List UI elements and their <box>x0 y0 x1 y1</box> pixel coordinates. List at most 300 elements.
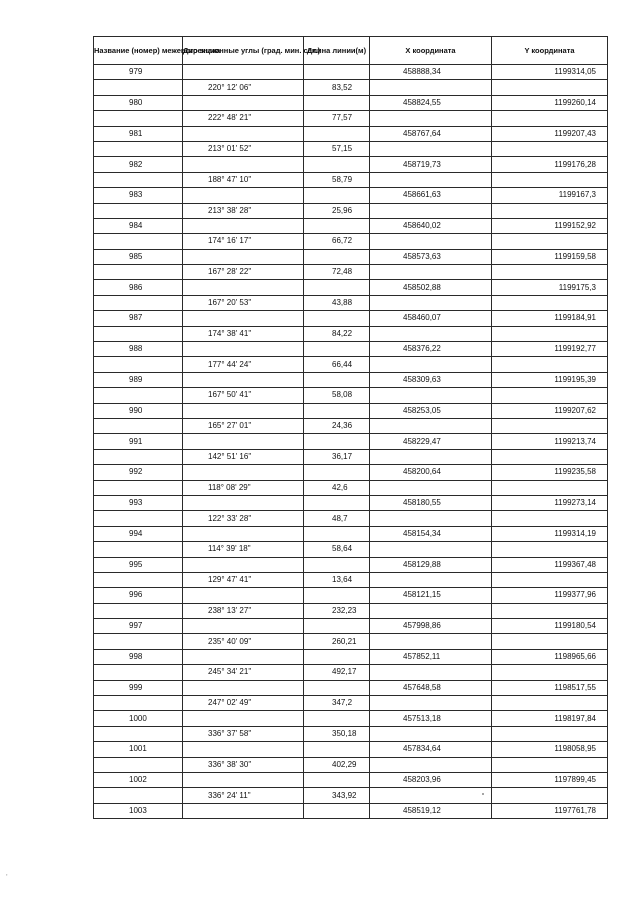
y-coordinate: 1199314,19 <box>492 526 608 541</box>
line-length: 66,44 <box>304 357 370 372</box>
direction-angle: 245° 34' 21" <box>183 665 304 680</box>
point-name: 980 <box>94 95 183 110</box>
empty-cell <box>94 234 183 249</box>
empty-cell <box>370 234 492 249</box>
empty-cell <box>370 357 492 372</box>
empty-cell <box>183 619 304 634</box>
x-coordinate: 458661,63 <box>370 188 492 203</box>
direction-angle: 174° 38' 41" <box>183 326 304 341</box>
empty-cell <box>370 295 492 310</box>
line-row <box>94 234 608 249</box>
point-row <box>94 742 608 757</box>
line-length: 36,17 <box>304 449 370 464</box>
empty-cell <box>183 588 304 603</box>
point-row <box>94 649 608 664</box>
empty-cell <box>370 696 492 711</box>
empty-cell <box>370 326 492 341</box>
line-length: 232,23 <box>304 603 370 618</box>
y-coordinate: 1199273,14 <box>492 495 608 510</box>
empty-cell <box>304 126 370 141</box>
y-coordinate: 1199235,58 <box>492 465 608 480</box>
y-coordinate: 1199314,05 <box>492 65 608 80</box>
x-coordinate: 458154,34 <box>370 526 492 541</box>
x-coordinate: 458640,02 <box>370 218 492 233</box>
empty-cell <box>370 265 492 280</box>
point-row <box>94 157 608 172</box>
direction-angle: 213° 01' 52" <box>183 141 304 156</box>
empty-cell <box>94 357 183 372</box>
line-row <box>94 634 608 649</box>
line-row <box>94 757 608 772</box>
x-coordinate: 458203,96 <box>370 772 492 787</box>
header-point-name: Название (номер) межевого знака <box>94 37 183 65</box>
line-length: 58,79 <box>304 172 370 187</box>
line-row <box>94 295 608 310</box>
empty-cell <box>183 680 304 695</box>
y-coordinate: 1199167,3 <box>492 188 608 203</box>
empty-cell <box>94 572 183 587</box>
point-name: 1002 <box>94 772 183 787</box>
y-coordinate: 1199175,3 <box>492 280 608 295</box>
x-coordinate: 458460,07 <box>370 311 492 326</box>
point-row <box>94 342 608 357</box>
direction-angle: 118° 08' 29" <box>183 480 304 495</box>
x-coordinate: 458200,64 <box>370 465 492 480</box>
empty-cell <box>492 788 608 803</box>
y-coordinate: 1199260,14 <box>492 95 608 110</box>
x-coordinate: 458573,63 <box>370 249 492 264</box>
empty-cell <box>492 234 608 249</box>
line-length: 260,21 <box>304 634 370 649</box>
x-coordinate: 458719,73 <box>370 157 492 172</box>
empty-cell <box>304 465 370 480</box>
point-name: 979 <box>94 65 183 80</box>
empty-cell <box>183 311 304 326</box>
empty-cell <box>370 480 492 495</box>
x-coordinate: 457648,58 <box>370 680 492 695</box>
empty-cell <box>370 542 492 557</box>
y-coordinate: 1198058,95 <box>492 742 608 757</box>
empty-cell <box>492 111 608 126</box>
empty-cell <box>183 126 304 141</box>
line-row <box>94 388 608 403</box>
direction-angle: 165° 27' 01" <box>183 418 304 433</box>
point-name: 1001 <box>94 742 183 757</box>
y-coordinate: 1199195,39 <box>492 372 608 387</box>
empty-cell <box>492 449 608 464</box>
empty-cell <box>492 665 608 680</box>
scan-dot <box>482 793 484 795</box>
empty-cell <box>94 326 183 341</box>
empty-cell <box>304 188 370 203</box>
x-coordinate: 458121,15 <box>370 588 492 603</box>
point-name: 996 <box>94 588 183 603</box>
point-name: 1003 <box>94 803 183 818</box>
direction-angle: 114° 39' 18" <box>183 542 304 557</box>
line-length: 350,18 <box>304 726 370 741</box>
point-name: 997 <box>94 619 183 634</box>
point-name: 987 <box>94 311 183 326</box>
empty-cell <box>183 742 304 757</box>
line-length: 43,88 <box>304 295 370 310</box>
y-coordinate: 1199207,62 <box>492 403 608 418</box>
line-row <box>94 172 608 187</box>
line-row <box>94 480 608 495</box>
direction-angle: 122° 33' 28" <box>183 511 304 526</box>
empty-cell <box>492 757 608 772</box>
line-length: 492,17 <box>304 665 370 680</box>
empty-cell <box>492 265 608 280</box>
line-row <box>94 357 608 372</box>
line-row <box>94 418 608 433</box>
line-row <box>94 696 608 711</box>
empty-cell <box>94 295 183 310</box>
empty-cell <box>94 141 183 156</box>
empty-cell <box>94 418 183 433</box>
point-name: 1000 <box>94 711 183 726</box>
table-body <box>94 65 608 819</box>
point-row <box>94 588 608 603</box>
boundary-coordinates-sheet <box>93 36 607 819</box>
empty-cell <box>492 326 608 341</box>
line-length: 347,2 <box>304 696 370 711</box>
empty-cell <box>304 803 370 818</box>
empty-cell <box>370 418 492 433</box>
empty-cell <box>94 172 183 187</box>
line-length: 72,48 <box>304 265 370 280</box>
empty-cell <box>183 711 304 726</box>
point-row <box>94 218 608 233</box>
empty-cell <box>304 742 370 757</box>
empty-cell <box>183 557 304 572</box>
direction-angle: 247° 02' 49" <box>183 696 304 711</box>
point-name: 994 <box>94 526 183 541</box>
point-row <box>94 526 608 541</box>
empty-cell <box>492 172 608 187</box>
x-coordinate: 457852,11 <box>370 649 492 664</box>
empty-cell <box>304 649 370 664</box>
point-row <box>94 711 608 726</box>
point-row <box>94 772 608 787</box>
empty-cell <box>94 388 183 403</box>
empty-cell <box>183 157 304 172</box>
empty-cell <box>94 696 183 711</box>
point-name: 995 <box>94 557 183 572</box>
header-direction-angle: Дирекционные углы (град. мин. сек.) <box>183 37 304 65</box>
point-row <box>94 803 608 818</box>
empty-cell <box>304 372 370 387</box>
empty-cell <box>492 511 608 526</box>
point-row <box>94 188 608 203</box>
empty-cell <box>183 65 304 80</box>
empty-cell <box>492 603 608 618</box>
point-row <box>94 249 608 264</box>
empty-cell <box>183 526 304 541</box>
line-length: 66,72 <box>304 234 370 249</box>
empty-cell <box>183 249 304 264</box>
empty-cell <box>94 542 183 557</box>
empty-cell <box>370 757 492 772</box>
empty-cell <box>183 95 304 110</box>
empty-cell <box>370 449 492 464</box>
y-coordinate: 1198197,84 <box>492 711 608 726</box>
empty-cell <box>94 603 183 618</box>
y-coordinate: 1198517,55 <box>492 680 608 695</box>
x-coordinate: 457998,86 <box>370 619 492 634</box>
line-row <box>94 449 608 464</box>
empty-cell <box>492 634 608 649</box>
y-coordinate: 1199159,58 <box>492 249 608 264</box>
empty-cell <box>304 772 370 787</box>
point-row <box>94 372 608 387</box>
empty-cell <box>94 111 183 126</box>
line-length: 57,15 <box>304 141 370 156</box>
empty-cell <box>304 65 370 80</box>
empty-cell <box>183 434 304 449</box>
point-name: 993 <box>94 495 183 510</box>
empty-cell <box>304 711 370 726</box>
line-length: 24,36 <box>304 418 370 433</box>
point-row <box>94 126 608 141</box>
empty-cell <box>304 526 370 541</box>
empty-cell <box>492 696 608 711</box>
empty-cell <box>183 465 304 480</box>
x-coordinate: 458309,63 <box>370 372 492 387</box>
empty-cell <box>94 726 183 741</box>
empty-cell <box>94 665 183 680</box>
empty-cell <box>183 342 304 357</box>
point-name: 984 <box>94 218 183 233</box>
direction-angle: 167° 20' 53" <box>183 295 304 310</box>
point-row <box>94 680 608 695</box>
empty-cell <box>94 511 183 526</box>
line-length: 402,29 <box>304 757 370 772</box>
point-row <box>94 557 608 572</box>
header-line-length: Длина линии(м) <box>304 37 370 65</box>
direction-angle: 336° 37' 58" <box>183 726 304 741</box>
y-coordinate: 1198965,66 <box>492 649 608 664</box>
empty-cell <box>183 218 304 233</box>
x-coordinate: 458180,55 <box>370 495 492 510</box>
point-name: 991 <box>94 434 183 449</box>
empty-cell <box>94 480 183 495</box>
point-name: 982 <box>94 157 183 172</box>
point-row <box>94 495 608 510</box>
empty-cell <box>304 157 370 172</box>
point-name: 999 <box>94 680 183 695</box>
empty-cell <box>492 141 608 156</box>
empty-cell <box>370 172 492 187</box>
point-row <box>94 65 608 80</box>
point-row <box>94 95 608 110</box>
y-coordinate: 1197761,78 <box>492 803 608 818</box>
empty-cell <box>370 511 492 526</box>
y-coordinate: 1199184,91 <box>492 311 608 326</box>
line-row <box>94 788 608 803</box>
point-row <box>94 619 608 634</box>
y-coordinate: 1199207,43 <box>492 126 608 141</box>
empty-cell <box>370 111 492 126</box>
x-coordinate: 458229,47 <box>370 434 492 449</box>
empty-cell <box>304 249 370 264</box>
empty-cell <box>492 388 608 403</box>
y-coordinate: 1199377,96 <box>492 588 608 603</box>
point-name: 981 <box>94 126 183 141</box>
line-row <box>94 203 608 218</box>
point-row <box>94 434 608 449</box>
direction-angle: 238° 13' 27" <box>183 603 304 618</box>
line-length: 84,22 <box>304 326 370 341</box>
x-coordinate: 458888,34 <box>370 65 492 80</box>
empty-cell <box>492 572 608 587</box>
empty-cell <box>304 311 370 326</box>
line-length: 83,52 <box>304 80 370 95</box>
empty-cell <box>183 803 304 818</box>
point-row <box>94 403 608 418</box>
empty-cell <box>370 788 492 803</box>
point-name: 985 <box>94 249 183 264</box>
empty-cell <box>304 95 370 110</box>
empty-cell <box>304 495 370 510</box>
line-length: 48,7 <box>304 511 370 526</box>
line-row <box>94 511 608 526</box>
point-name: 998 <box>94 649 183 664</box>
empty-cell <box>492 80 608 95</box>
x-coordinate: 457513,18 <box>370 711 492 726</box>
direction-angle: 177° 44' 24" <box>183 357 304 372</box>
line-row <box>94 326 608 341</box>
empty-cell <box>183 495 304 510</box>
empty-cell <box>183 772 304 787</box>
y-coordinate: 1199152,92 <box>492 218 608 233</box>
line-length: 343,92 <box>304 788 370 803</box>
point-row <box>94 280 608 295</box>
empty-cell <box>492 295 608 310</box>
line-length: 42,6 <box>304 480 370 495</box>
empty-cell <box>304 434 370 449</box>
point-row <box>94 311 608 326</box>
header-y-coordinate: Y координата <box>492 37 608 65</box>
y-coordinate: 1199176,28 <box>492 157 608 172</box>
x-coordinate: 458502,88 <box>370 280 492 295</box>
empty-cell <box>183 188 304 203</box>
empty-cell <box>94 757 183 772</box>
line-length: 13,64 <box>304 572 370 587</box>
direction-angle: 174° 16' 17" <box>183 234 304 249</box>
point-row <box>94 465 608 480</box>
x-coordinate: 457834,64 <box>370 742 492 757</box>
empty-cell <box>492 203 608 218</box>
table-header-row <box>94 37 608 65</box>
empty-cell <box>370 603 492 618</box>
y-coordinate: 1199192,77 <box>492 342 608 357</box>
point-name: 986 <box>94 280 183 295</box>
direction-angle: 336° 38' 30" <box>183 757 304 772</box>
direction-angle: 222° 48' 21" <box>183 111 304 126</box>
line-row <box>94 572 608 587</box>
empty-cell <box>492 418 608 433</box>
direction-angle: 167° 28' 22" <box>183 265 304 280</box>
line-row <box>94 265 608 280</box>
direction-angle: 167° 50' 41" <box>183 388 304 403</box>
point-name: 988 <box>94 342 183 357</box>
empty-cell <box>183 372 304 387</box>
empty-cell <box>492 542 608 557</box>
point-name: 992 <box>94 465 183 480</box>
empty-cell <box>370 572 492 587</box>
empty-cell <box>94 788 183 803</box>
line-length: 77,57 <box>304 111 370 126</box>
empty-cell <box>370 80 492 95</box>
empty-cell <box>304 680 370 695</box>
empty-cell <box>304 218 370 233</box>
direction-angle: 220° 12' 06" <box>183 80 304 95</box>
direction-angle: 235° 40' 09" <box>183 634 304 649</box>
empty-cell <box>94 203 183 218</box>
y-coordinate: 1199213,74 <box>492 434 608 449</box>
line-length: 58,08 <box>304 388 370 403</box>
scan-mark: , <box>6 871 8 877</box>
y-coordinate: 1199180,54 <box>492 619 608 634</box>
x-coordinate: 458767,64 <box>370 126 492 141</box>
y-coordinate: 1199367,48 <box>492 557 608 572</box>
empty-cell <box>370 141 492 156</box>
empty-cell <box>183 649 304 664</box>
empty-cell <box>304 403 370 418</box>
empty-cell <box>370 203 492 218</box>
empty-cell <box>304 342 370 357</box>
empty-cell <box>94 449 183 464</box>
empty-cell <box>94 265 183 280</box>
empty-cell <box>370 388 492 403</box>
line-row <box>94 665 608 680</box>
empty-cell <box>304 557 370 572</box>
point-name: 983 <box>94 188 183 203</box>
empty-cell <box>370 665 492 680</box>
empty-cell <box>370 726 492 741</box>
line-length: 58,64 <box>304 542 370 557</box>
empty-cell <box>304 619 370 634</box>
line-row <box>94 542 608 557</box>
direction-angle: 142° 51' 16" <box>183 449 304 464</box>
empty-cell <box>492 726 608 741</box>
empty-cell <box>183 403 304 418</box>
empty-cell <box>370 634 492 649</box>
point-name: 990 <box>94 403 183 418</box>
line-row <box>94 141 608 156</box>
line-row <box>94 80 608 95</box>
empty-cell <box>94 634 183 649</box>
coordinates-table <box>93 36 608 819</box>
line-length: 25,96 <box>304 203 370 218</box>
empty-cell <box>304 280 370 295</box>
line-row <box>94 603 608 618</box>
point-name: 989 <box>94 372 183 387</box>
direction-angle: 336° 24' 11" <box>183 788 304 803</box>
empty-cell <box>492 357 608 372</box>
y-coordinate: 1197899,45 <box>492 772 608 787</box>
x-coordinate: 458519,12 <box>370 803 492 818</box>
direction-angle: 188° 47' 10" <box>183 172 304 187</box>
x-coordinate: 458129,88 <box>370 557 492 572</box>
x-coordinate: 458376,22 <box>370 342 492 357</box>
empty-cell <box>183 280 304 295</box>
header-x-coordinate: X координата <box>370 37 492 65</box>
line-row <box>94 111 608 126</box>
x-coordinate: 458253,05 <box>370 403 492 418</box>
direction-angle: 213° 38' 28" <box>183 203 304 218</box>
direction-angle: 129° 47' 41" <box>183 572 304 587</box>
